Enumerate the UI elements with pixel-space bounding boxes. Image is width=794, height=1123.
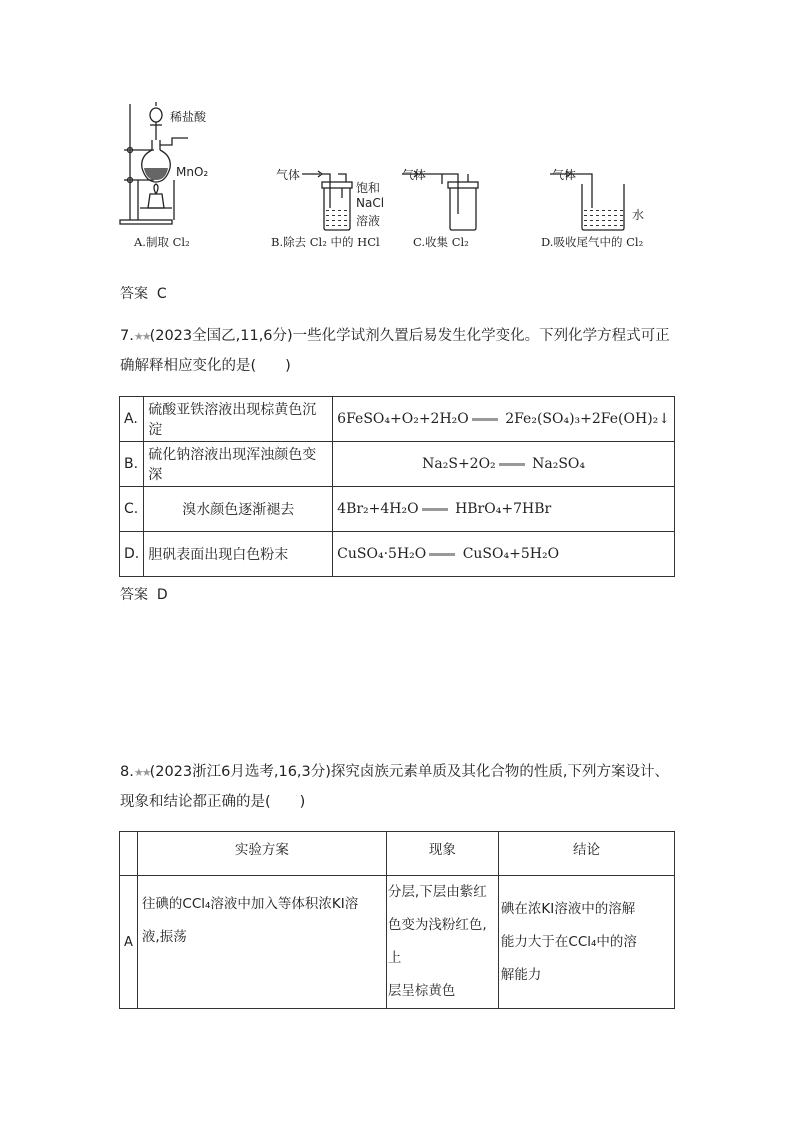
- label-water: 水: [632, 208, 645, 222]
- caption-a: A.制取 Cl₂: [134, 235, 190, 249]
- option-label: D.: [120, 532, 144, 577]
- header-conclusion: 结论: [498, 832, 674, 876]
- option-description: 胆矾表面出现白色粉末: [144, 532, 333, 577]
- difficulty-stars-icon: ★★: [133, 330, 150, 343]
- table-row: [120, 487, 675, 532]
- label-gas-d: 气体: [552, 168, 577, 182]
- equals-bar-icon: [422, 508, 448, 511]
- option-description: 硫化钠溶液出现浑浊颜色变深: [144, 442, 333, 487]
- phenomenon-cell: 分层,下层由紫红 色变为浅粉红色,上 层呈棕黄色: [386, 876, 498, 1009]
- label-dilute-hcl: 稀盐酸: [170, 110, 207, 124]
- question-7-line2: 确解释相应变化的是( ): [120, 358, 291, 374]
- apparatus-b-liquid: [325, 208, 349, 229]
- table-row: [120, 532, 675, 577]
- question-number: 7.: [120, 328, 134, 344]
- question-8-line1: 8.★★(2023浙江6月选考,16,3分)探究卤族元素单质及其化合物的性质,下列方案设计、: [120, 764, 670, 780]
- table-header-row: [120, 832, 675, 876]
- option-equation: 6FeSO₄+O₂+2H₂O 2Fe₂(SO₄)₃+2Fe(OH)₂↓: [333, 397, 675, 442]
- question-7-table: [119, 396, 675, 577]
- question-8-table: [119, 831, 675, 1009]
- option-label: B.: [120, 442, 144, 487]
- label-sat-nacl-2: NaCl: [356, 196, 385, 210]
- plan-cell: 往碘的CCl₄溶液中加入等体积浓KI溶 液,振荡: [137, 876, 386, 1009]
- label-sat-nacl-3: 溶液: [356, 214, 381, 228]
- question-number: 8.: [120, 764, 134, 780]
- answer-6: [120, 283, 167, 303]
- answer-label: 答案: [120, 286, 148, 302]
- answer-label: 答案: [120, 587, 148, 603]
- equals-bar-icon: [472, 418, 498, 421]
- table-row: [120, 876, 675, 1009]
- equals-bar-icon: [429, 553, 455, 556]
- table-row: [120, 442, 675, 487]
- label-mno2: MnO₂: [176, 165, 209, 179]
- caption-b: B.除去 Cl₂ 中的 HCl: [271, 235, 380, 249]
- label-gas-b: 气体: [276, 168, 301, 182]
- question-8-line2: 现象和结论都正确的是( ): [120, 794, 306, 810]
- conclusion-cell: 碘在浓KI溶液中的溶解 能力大于在CCl₄中的溶 解能力: [498, 876, 674, 1009]
- option-equation: 4Br₂+4H₂O HBrO₄+7HBr: [333, 487, 675, 532]
- option-equation: Na₂S+2O₂ Na₂SO₄: [333, 442, 675, 487]
- question-7-line1: 7.★★(2023全国乙,11,6分)一些化学试剂久置后易发生化学变化。下列化学方程式可正: [120, 328, 670, 344]
- header-plan: 实验方案: [137, 832, 386, 876]
- label-gas-c: 气体: [402, 168, 427, 182]
- answer-7: [120, 584, 168, 604]
- answer-value: D: [156, 587, 168, 603]
- table-row: [120, 397, 675, 442]
- label-sat-nacl-1: 饱和: [356, 181, 381, 195]
- caption-d: D.吸收尾气中的 Cl₂: [541, 235, 644, 249]
- header-phenomenon: 现象: [386, 832, 498, 876]
- option-description: 硫酸亚铁溶液出现棕黄色沉淀: [144, 397, 333, 442]
- equals-bar-icon: [499, 463, 525, 466]
- option-equation: CuSO₄·5H₂O CuSO₄+5H₂O: [333, 532, 675, 577]
- caption-c: C.收集 Cl₂: [413, 235, 469, 249]
- option-label: C.: [120, 487, 144, 532]
- apparatus-d-water: [583, 208, 623, 229]
- answer-value: C: [156, 286, 167, 302]
- option-label: A.: [120, 397, 144, 442]
- option-label: A: [120, 876, 138, 1009]
- difficulty-stars-icon: ★★: [133, 766, 150, 779]
- option-description: 溴水颜色逐渐褪去: [144, 487, 333, 532]
